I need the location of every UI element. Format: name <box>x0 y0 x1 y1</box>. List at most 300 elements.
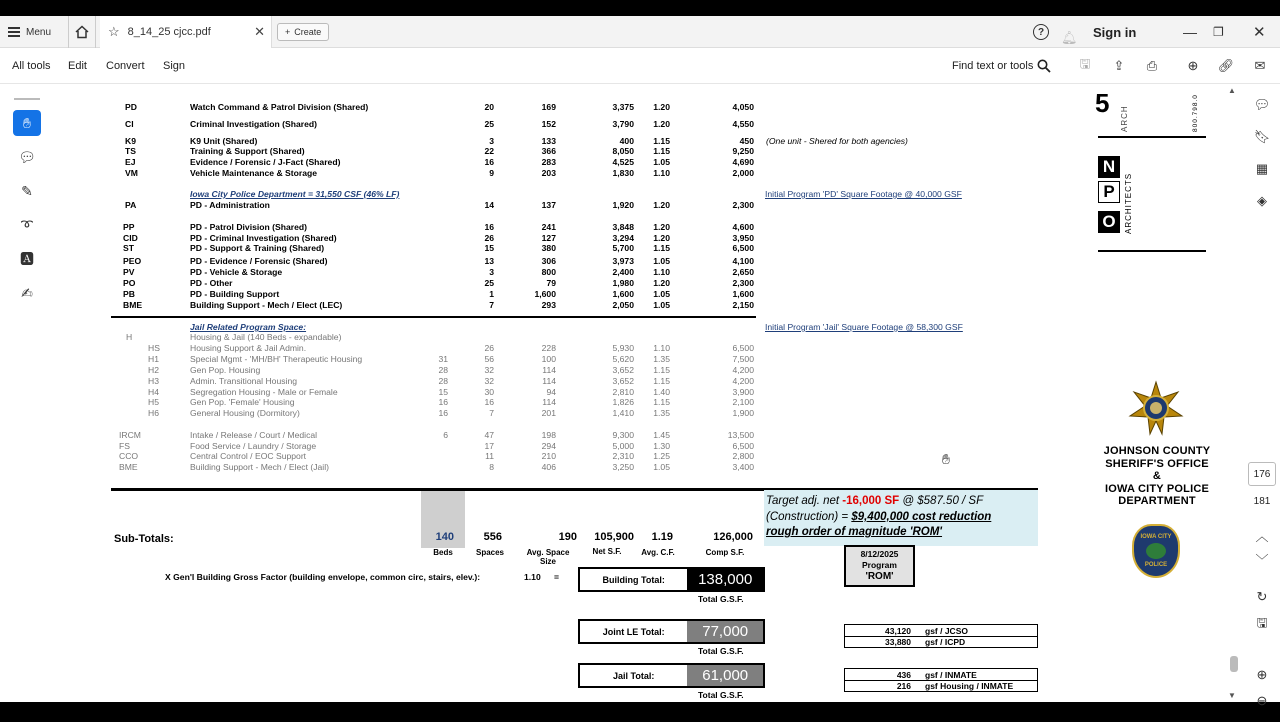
row-avg-size: 293 <box>541 300 556 310</box>
jail-housing-code: H <box>126 332 133 342</box>
arch-vertical-text: ARCH <box>1120 105 1129 132</box>
row-code: EJ <box>125 157 136 167</box>
vertical-scrollbar[interactable] <box>1228 84 1240 702</box>
row-cf: 1.15 <box>653 365 670 375</box>
row-comp-sf: 3,400 <box>732 462 754 472</box>
row-code: H5 <box>148 397 159 407</box>
row-comp-sf: 2,150 <box>732 300 754 310</box>
gsf-le-icpd-label: gsf / ICPD <box>925 637 966 647</box>
row-name: Admin. Transitional Housing <box>190 376 297 386</box>
sheriff-star-badge-icon <box>1128 380 1184 436</box>
subtotal-nsf: 105,900 <box>594 531 634 543</box>
left-tool-rail <box>8 94 46 694</box>
row-spaces: 30 <box>484 387 494 397</box>
row-code: CID <box>123 233 138 243</box>
row-net-sf: 3,250 <box>612 462 634 472</box>
layers-panel-icon[interactable]: ◈ <box>1257 193 1267 208</box>
jail-section-header: Jail Related Program Space: <box>190 322 307 332</box>
fill-sign-icon[interactable]: ✍︎ <box>21 284 33 301</box>
home-button[interactable] <box>68 16 96 48</box>
close-tab-icon[interactable]: ✕ <box>254 24 265 39</box>
row-name: PD - Building Support <box>190 289 280 299</box>
row-name: Gen Pop. 'Female' Housing <box>190 397 295 407</box>
logo-letter-n: N <box>1098 156 1120 178</box>
row-comp-sf: 9,250 <box>732 146 754 156</box>
gsf-per-inmate-value: 436 <box>896 669 911 680</box>
pdf-page <box>58 84 1228 722</box>
row-name: PD - Criminal Investigation (Shared) <box>190 233 337 243</box>
row-name: PD - Other <box>190 278 233 288</box>
row-cf: 1.20 <box>653 222 670 232</box>
row-avg-size: 380 <box>541 243 556 253</box>
row-comp-sf: 6,500 <box>732 243 754 253</box>
row-avg-size: 294 <box>541 441 556 451</box>
row-comp-sf: 2,650 <box>732 267 754 277</box>
target-line-1: Target adj. net -16,000 SF @ $587.50 / SF <box>766 495 984 507</box>
gsf-le-box <box>844 624 1038 648</box>
row-cf: 1.05 <box>653 462 670 472</box>
main-toolbar <box>0 48 1280 84</box>
row-spaces: 13 <box>484 256 494 266</box>
text-box-icon[interactable]: 🅰︎ <box>20 251 34 267</box>
row-cf: 1.20 <box>653 233 670 243</box>
row-spaces: 7 <box>489 300 494 310</box>
convert-menu[interactable]: Convert <box>106 60 145 72</box>
target-line-3: rough order of magnitude 'ROM' <box>766 526 943 538</box>
gsf-le-icpd-value: 33,880 <box>885 637 911 647</box>
gross-factor-value: 1.10 <box>524 572 541 582</box>
row-beds: 15 <box>438 387 448 397</box>
row-net-sf: 2,310 <box>612 451 634 461</box>
row-net-sf: 9,300 <box>612 430 634 440</box>
gross-factor-eq: = <box>554 572 560 582</box>
row-net-sf: 5,700 <box>612 243 634 253</box>
row-spaces: 1 <box>489 289 494 299</box>
all-tools-menu[interactable]: All tools <box>12 60 51 72</box>
header-avg-size: Avg. Space Size <box>526 548 570 566</box>
row-spaces: 9 <box>489 168 494 178</box>
architects-vertical-text: ARCHITECTS <box>1124 172 1133 234</box>
row-cf: 1.15 <box>653 146 670 156</box>
tab-title: 8_14_25 cjcc.pdf <box>127 26 211 38</box>
logo-letter-p: P <box>1098 181 1120 203</box>
jail-program-note: Initial Program 'Jail' Square Footage @ 58,300 GSF <box>765 322 963 332</box>
subtotal-avg: 190 <box>558 531 577 543</box>
subtotal-cf: 1.19 <box>651 531 673 543</box>
row-cf: 1.05 <box>653 256 670 266</box>
search-icon[interactable] <box>1036 58 1052 74</box>
row-name: Segregation Housing - Male or Female <box>190 387 338 397</box>
subtotal-comp: 126,000 <box>713 531 753 543</box>
row-spaces: 15 <box>484 243 494 253</box>
row-name: Food Service / Laundry / Storage <box>190 441 317 451</box>
row-net-sf: 3,848 <box>612 222 634 232</box>
row-name: PD - Support & Training (Shared) <box>190 243 325 253</box>
row-code: CCO <box>119 451 139 461</box>
row-comp-sf: 2,300 <box>732 278 754 288</box>
minimize-icon[interactable]: — <box>1183 24 1197 40</box>
row-comp-sf: 4,200 <box>732 365 754 375</box>
subtotal-spaces: 556 <box>483 531 502 543</box>
logo-letter-o: O <box>1098 211 1120 233</box>
draw-freeform-icon[interactable]: ➰︎ <box>21 216 33 233</box>
comments-panel-icon[interactable]: 💬︎ <box>1253 97 1271 112</box>
row-cf: 1.15 <box>653 397 670 407</box>
gsf-housing-label: gsf Housing / INMATE <box>925 681 1014 691</box>
row-name: Special Mgmt - 'MH/BH' Therapeutic Housing <box>190 354 363 364</box>
rom-label: 'ROM' <box>865 571 894 582</box>
find-text-label[interactable]: Find text or tools <box>952 60 1034 72</box>
row-cf: 1.45 <box>653 430 670 440</box>
row-spaces: 56 <box>484 354 494 364</box>
row-name: PD - Administration <box>190 200 270 210</box>
row-net-sf: 400 <box>619 136 634 146</box>
row-code: PO <box>123 278 136 288</box>
row-comp-sf: 13,500 <box>727 430 754 440</box>
edit-menu[interactable]: Edit <box>68 60 87 72</box>
row-code: H3 <box>148 376 159 386</box>
row-cf: 1.20 <box>653 200 670 210</box>
row-comp-sf: 3,950 <box>732 233 754 243</box>
header-avg-cf: Avg. C.F. <box>641 548 675 557</box>
row-avg-size: 137 <box>541 200 556 210</box>
header-beds: Beds <box>433 548 453 557</box>
rom-date: 8/12/2025 <box>860 549 899 559</box>
total-label: Jail Total: <box>580 665 687 686</box>
row-spaces: 22 <box>484 146 494 156</box>
row-code: K9 <box>125 136 136 146</box>
row-code: IRCM <box>119 430 141 440</box>
row-spaces: 32 <box>484 376 494 386</box>
row-spaces: 17 <box>484 441 494 451</box>
star-icon[interactable]: ☆ <box>108 24 120 39</box>
icpd-section-header: Iowa City Police Department = 31,550 CSF (46% LF) <box>190 189 400 199</box>
save-icon[interactable]: 🖫︎ <box>1079 56 1091 71</box>
row-code: PEO <box>123 256 142 266</box>
total-gsf-label: Total G.S.F. <box>698 646 744 656</box>
next-page-chevron-icon[interactable]: ﹀ <box>1255 552 1269 568</box>
create-label: Create <box>294 27 322 37</box>
row-name: Watch Command & Patrol Division (Shared) <box>190 102 369 112</box>
document-tab[interactable] <box>100 16 272 48</box>
total-value: 77,000 <box>687 621 763 642</box>
link-icon[interactable]: 🔗︎ <box>1217 58 1235 73</box>
row-avg-size: 241 <box>541 222 556 232</box>
restore-icon[interactable]: ❐ <box>1213 25 1224 39</box>
add-comment-icon[interactable]: 💬︎ <box>18 148 36 165</box>
gsf-housing-value: 216 <box>896 681 911 691</box>
row-name: PD - Patrol Division (Shared) <box>190 222 307 232</box>
row-name: Building Support - Mech / Elect (Jail) <box>190 462 329 472</box>
total-box <box>578 567 765 592</box>
row-code: PP <box>123 222 135 232</box>
total-value: 61,000 <box>687 665 763 686</box>
row-name: Building Support - Mech / Elect (LEC) <box>190 300 343 310</box>
row-name: Gen Pop. Housing <box>190 365 261 375</box>
jail-housing-name: Housing & Jail (140 Beds - expandable) <box>190 332 342 342</box>
row-cf: 1.35 <box>653 354 670 364</box>
row-code: FS <box>119 441 130 451</box>
row-comp-sf: 4,600 <box>732 222 754 232</box>
row-spaces: 3 <box>489 136 494 146</box>
police-patch-badge-icon <box>1132 524 1180 578</box>
row-name: Central Control / EOC Support <box>190 451 307 461</box>
total-pages: 181 <box>1253 496 1271 507</box>
row-code: ST <box>123 243 134 253</box>
row-code: H4 <box>148 387 159 397</box>
row-code: BME <box>123 300 143 310</box>
row-code: PD <box>125 102 137 112</box>
row-avg-size: 152 <box>541 119 556 129</box>
rotate-refresh-icon[interactable]: ↻ <box>1256 589 1268 604</box>
row-comp-sf: 6,500 <box>732 441 754 451</box>
row-code: PA <box>125 200 137 210</box>
row-name: Housing Support & Jail Admin. <box>190 343 307 353</box>
row-code: HS <box>148 343 160 353</box>
row-comp-sf: 4,690 <box>732 157 754 167</box>
row-net-sf: 3,294 <box>612 233 634 243</box>
previous-page-chevron-icon[interactable]: ︿ <box>1255 528 1269 544</box>
row-cf: 1.20 <box>653 119 670 129</box>
header-net-sf: Net S.F. <box>592 547 622 556</box>
row-code: PB <box>123 289 135 299</box>
acrobat-window <box>0 16 1280 722</box>
row-name: PD - Evidence / Forensic (Shared) <box>190 256 328 266</box>
row-beds: 31 <box>438 354 448 364</box>
total-label: Joint LE Total: <box>580 621 687 642</box>
row-spaces: 47 <box>484 430 494 440</box>
row-avg-size: 406 <box>541 462 556 472</box>
police-patch-text-1: IOWA CITY <box>1140 534 1172 540</box>
agency-amp: & <box>1152 470 1162 482</box>
row-spaces: 32 <box>484 365 494 375</box>
row-avg-size: 800 <box>541 267 556 277</box>
row-avg-size: 366 <box>541 146 556 156</box>
row-comp-sf: 450 <box>739 136 754 146</box>
hand-tool-icon[interactable]: ✋︎ <box>13 110 41 136</box>
sidebar-rule <box>1098 136 1206 138</box>
row-avg-size: 283 <box>541 157 556 167</box>
row-avg-size: 210 <box>541 451 556 461</box>
row-spaces: 14 <box>484 200 494 210</box>
zoom-out-icon[interactable]: ⊖ <box>1256 693 1268 708</box>
police-patch-emblem <box>1146 543 1166 559</box>
help-icon[interactable]: ? <box>1033 24 1049 40</box>
row-comp-sf: 4,050 <box>732 102 754 112</box>
row-net-sf: 3,652 <box>612 376 634 386</box>
print-icon[interactable]: ⎙ <box>1146 58 1158 73</box>
upload-cloud-icon[interactable]: ⇪ <box>1113 58 1125 73</box>
row-net-sf: 4,525 <box>612 157 634 167</box>
row-code: CI <box>125 119 134 129</box>
row-spaces: 25 <box>484 278 494 288</box>
create-button[interactable] <box>277 23 329 41</box>
rail-drag-handle[interactable] <box>14 98 40 100</box>
row-avg-size: 133 <box>541 136 556 146</box>
total-gsf-label: Total G.S.F. <box>698 594 744 604</box>
row-avg-size: 228 <box>541 343 556 353</box>
row-net-sf: 5,620 <box>612 354 634 364</box>
row-code: H1 <box>148 354 159 364</box>
total-box <box>578 663 765 688</box>
icpd-program-note: Initial Program 'PD' Square Footage @ 40,000 GSF <box>765 189 962 199</box>
row-net-sf: 3,375 <box>612 102 634 112</box>
row-spaces: 26 <box>484 343 494 353</box>
row-net-sf: 2,810 <box>612 387 634 397</box>
row-cf: 1.15 <box>653 376 670 386</box>
row-net-sf: 1,920 <box>612 200 634 210</box>
row-comp-sf: 4,100 <box>732 256 754 266</box>
row-avg-size: 201 <box>541 408 556 418</box>
gsf-jail-box <box>844 668 1038 692</box>
row-name: Evidence / Forensic / J-Fact (Shared) <box>190 157 341 167</box>
share-user-icon[interactable]: ⊕ <box>1187 58 1199 73</box>
agency-line-2: SHERIFF'S OFFICE <box>1105 457 1209 470</box>
row-spaces: 16 <box>484 397 494 407</box>
row-name: Training & Support (Shared) <box>190 146 305 156</box>
thumbnails-grid-icon[interactable]: ▦ <box>1255 161 1269 176</box>
row-spaces: 26 <box>484 233 494 243</box>
window-close-icon[interactable]: ✕ <box>1253 24 1266 41</box>
gsf-per-inmate-label: gsf / INMATE <box>925 669 977 680</box>
header-comp-sf: Comp S.F. <box>705 548 745 557</box>
row-comp-sf: 3,900 <box>732 387 754 397</box>
rom-program-tag <box>844 545 915 587</box>
hamburger-icon <box>8 27 20 37</box>
row-cf: 1.40 <box>653 387 670 397</box>
row-beds: 16 <box>438 397 448 407</box>
scroll-up-arrow-icon[interactable]: ▲ <box>1228 86 1236 95</box>
total-value: 138,000 <box>687 569 763 590</box>
row-name: K9 Unit (Shared) <box>190 136 258 146</box>
row-cf: 1.20 <box>653 102 670 112</box>
row-spaces: 20 <box>484 102 494 112</box>
row-avg-size: 203 <box>541 168 556 178</box>
joint-law-text: JOINT LAW <box>1122 710 1182 722</box>
row-net-sf: 2,050 <box>612 300 634 310</box>
row-code: BME <box>119 462 138 472</box>
rom-program: Program <box>862 560 897 570</box>
row-spaces: 7 <box>489 408 494 418</box>
row-cf: 1.35 <box>653 408 670 418</box>
row-spaces: 25 <box>484 119 494 129</box>
title-bar <box>0 16 1280 48</box>
row-cf: 1.30 <box>653 441 670 451</box>
row-spaces: 11 <box>485 451 494 461</box>
scroll-thumb[interactable] <box>1230 656 1238 672</box>
row-beds: 6 <box>443 430 448 440</box>
row-name: Vehicle Maintenance & Storage <box>190 168 318 178</box>
total-box <box>578 619 765 644</box>
menu-button[interactable] <box>8 16 51 48</box>
row-avg-size: 169 <box>541 102 556 112</box>
highlight-pen-icon[interactable]: ✎ <box>21 182 33 199</box>
row-note: (One unit - Shered for both agencies) <box>766 136 908 146</box>
sidebar-rule-2 <box>1098 250 1206 252</box>
email-icon[interactable]: ✉ <box>1254 58 1266 73</box>
current-page-input[interactable]: 176 <box>1248 462 1276 486</box>
row-avg-size: 127 <box>541 233 556 243</box>
subtotal-beds: 140 <box>435 531 454 543</box>
row-net-sf: 1,980 <box>612 278 634 288</box>
row-code: PV <box>123 267 135 277</box>
row-net-sf: 5,000 <box>612 441 634 451</box>
row-comp-sf: 2,100 <box>732 397 754 407</box>
row-name: Intake / Release / Court / Medical <box>190 430 318 440</box>
menu-label: Menu <box>26 26 52 38</box>
row-beds: 28 <box>438 376 448 386</box>
row-avg-size: 306 <box>541 256 556 266</box>
sign-menu[interactable]: Sign <box>163 60 186 72</box>
bookmarks-panel-icon[interactable]: 🔖︎ <box>1253 129 1271 144</box>
row-comp-sf: 4,200 <box>732 376 754 386</box>
row-name: PD - Vehicle & Storage <box>190 267 283 277</box>
row-avg-size: 198 <box>541 430 556 440</box>
row-spaces: 3 <box>489 267 494 277</box>
row-code: TS <box>125 146 136 156</box>
row-avg-size: 79 <box>546 278 556 288</box>
row-avg-size: 114 <box>542 397 556 407</box>
row-code: H2 <box>148 365 159 375</box>
row-cf: 1.05 <box>653 157 670 167</box>
row-avg-size: 114 <box>542 365 556 375</box>
row-code: VM <box>125 168 138 178</box>
notification-bell-icon[interactable]: 🔔︎ <box>1061 30 1078 45</box>
row-net-sf: 1,826 <box>612 397 634 407</box>
row-spaces: 8 <box>489 462 494 472</box>
row-comp-sf: 4,550 <box>732 119 754 129</box>
row-comp-sf: 6,500 <box>732 343 754 353</box>
row-cf: 1.10 <box>653 343 670 353</box>
row-cf: 1.10 <box>653 168 670 178</box>
scroll-down-arrow-icon[interactable]: ▼ <box>1228 691 1236 700</box>
row-comp-sf: 2,000 <box>732 168 754 178</box>
row-spaces: 16 <box>484 157 494 167</box>
police-patch-text-2: POLICE <box>1144 562 1168 568</box>
row-cf: 1.10 <box>653 267 670 277</box>
row-net-sf: 3,652 <box>612 365 634 375</box>
row-avg-size: 1,600 <box>534 289 556 299</box>
row-code: H6 <box>148 408 159 418</box>
phone-vertical-text: 800.798.0 <box>1192 94 1199 132</box>
agency-line-3: IOWA CITY POLICE <box>1104 482 1210 495</box>
row-net-sf: 8,050 <box>612 146 634 156</box>
sign-in-button[interactable]: Sign in <box>1093 24 1137 40</box>
row-beds: 28 <box>438 365 448 375</box>
row-net-sf: 3,973 <box>612 256 634 266</box>
row-cf: 1.05 <box>653 300 670 310</box>
row-cf: 1.15 <box>653 136 670 146</box>
right-panel-rail <box>1245 84 1280 708</box>
gross-factor-label: X Gen'l Building Gross Factor (building envelope, common circ, stairs, elev.): <box>165 572 481 582</box>
row-spaces: 16 <box>484 222 494 232</box>
row-net-sf: 3,790 <box>612 119 634 129</box>
row-comp-sf: 2,300 <box>732 200 754 210</box>
row-comp-sf: 1,600 <box>732 289 754 299</box>
zoom-in-icon[interactable]: ⊕ <box>1256 667 1268 682</box>
row-net-sf: 1,410 <box>612 408 634 418</box>
gsf-le-jcso-value: 43,120 <box>885 625 911 636</box>
row-cf: 1.20 <box>653 278 670 288</box>
row-net-sf: 1,600 <box>612 289 634 299</box>
save-page-icon[interactable]: 🖫︎ <box>1256 615 1268 630</box>
row-name: Criminal Investigation (Shared) <box>190 119 318 129</box>
total-label: Building Total: <box>580 569 687 590</box>
arch-logo-fragment: 5 <box>1095 88 1110 118</box>
row-name: General Housing (Dormitory) <box>190 408 300 418</box>
sidebar-rule-3 <box>1098 706 1206 708</box>
row-net-sf: 1,830 <box>612 168 634 178</box>
